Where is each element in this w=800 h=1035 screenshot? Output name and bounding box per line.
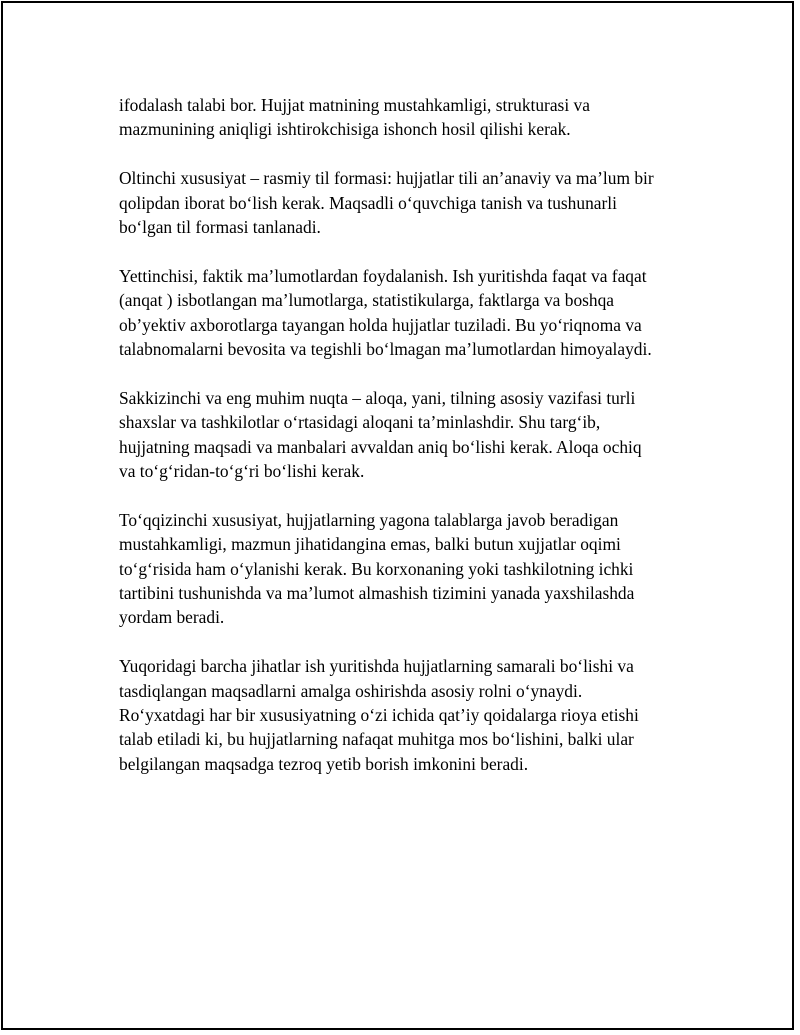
- text-line: talabnomalarni bevosita va tegishli bo‘lmagan ma’lumotlardan himoyalaydi.: [119, 339, 652, 360]
- text-line: To‘qqizinchi xususiyat, hujjatlarning yagona talablarga javob beradigan: [119, 509, 619, 530]
- text-line: Yettinchisi, faktik ma’lumotlardan foydalanish. Ish yuritishda faqat va faqat: [119, 265, 647, 286]
- text-line: qolipdan iborat bo‘lish kerak. Maqsadli o‘quvchiga tanish va tushunarli: [119, 192, 617, 213]
- text-line: Ro‘yxatdagi har bir xususiyatning o‘zi ichida qat’iy qoidalarga rioya etishi: [119, 705, 639, 726]
- text-line: shaxslar va tashkilotlar o‘rtasidagi aloqani ta’minlashdir. Shu targ‘ib,: [119, 412, 601, 433]
- text-line: Sakkizinchi va eng muhim nuqta – aloqa, yani, tilning asosiy vazifasi turli: [119, 387, 636, 408]
- text-line: mustahkamligi, mazmun jihatidangina emas, balki butun xujjatlar oqimi: [119, 534, 621, 555]
- paragraph-4: [119, 386, 699, 484]
- text-line: tasdiqlangan maqsadlarni amalga oshirishda asosiy rolni o‘ynaydi.: [119, 680, 583, 701]
- text-line: bo‘lgan til formasi tanlanadi.: [119, 217, 321, 238]
- text-line: Oltinchi xususiyat – rasmiy til formasi: hujjatlar tili an’anaviy va ma’lum bir: [119, 168, 654, 189]
- text-line: ob’yektiv axborotlarga tayangan holda hujjatlar tuziladi. Bu yo‘riqnoma va: [119, 314, 642, 335]
- text-line: ifodalash talabi bor. Hujjat matnining mustahkamligi, strukturasi va: [119, 95, 590, 115]
- text-line: (anqat ) isbotlangan ma’lumotlarga, statistikularga, faktlarga va boshqa: [119, 290, 615, 311]
- paragraph-1: [119, 93, 699, 142]
- text-line: yordam beradi.: [119, 607, 225, 628]
- text-line: va to‘g‘ridan-to‘g‘ri bo‘lishi kerak.: [119, 461, 365, 482]
- text-line: talab etiladi ki, bu hujjatlarning nafaqat muhitga mos bo‘lishini, balki ular: [119, 729, 634, 750]
- text-line: Yuqoridagi barcha jihatlar ish yuritishda hujjatlarning samarali bo‘lishi va: [119, 656, 634, 677]
- text-line: belgilangan maqsadga tezroq yetib borish imkonini beradi.: [119, 753, 529, 774]
- paragraph-5: [119, 508, 699, 630]
- text-line: tartibini tushunishda va ma’lumot almashish tizimini yanada yaxshilashda: [119, 583, 635, 604]
- paragraph-3: [119, 264, 699, 362]
- text-line: to‘g‘risida ham o‘ylanishi kerak. Bu korxonaning yoki tashkilotning ichki: [119, 558, 634, 579]
- document-body: [119, 93, 699, 801]
- paragraph-6: [119, 654, 699, 776]
- paragraph-2: [119, 166, 699, 239]
- page-frame: [1, 1, 794, 1030]
- text-line: hujjatning maqsadi va manbalari avvaldan aniq bo‘lishi kerak. Aloqa ochiq: [119, 436, 642, 457]
- text-line: mazmunining aniqligi ishtirokchisiga ishonch hosil qilishi kerak.: [119, 119, 571, 140]
